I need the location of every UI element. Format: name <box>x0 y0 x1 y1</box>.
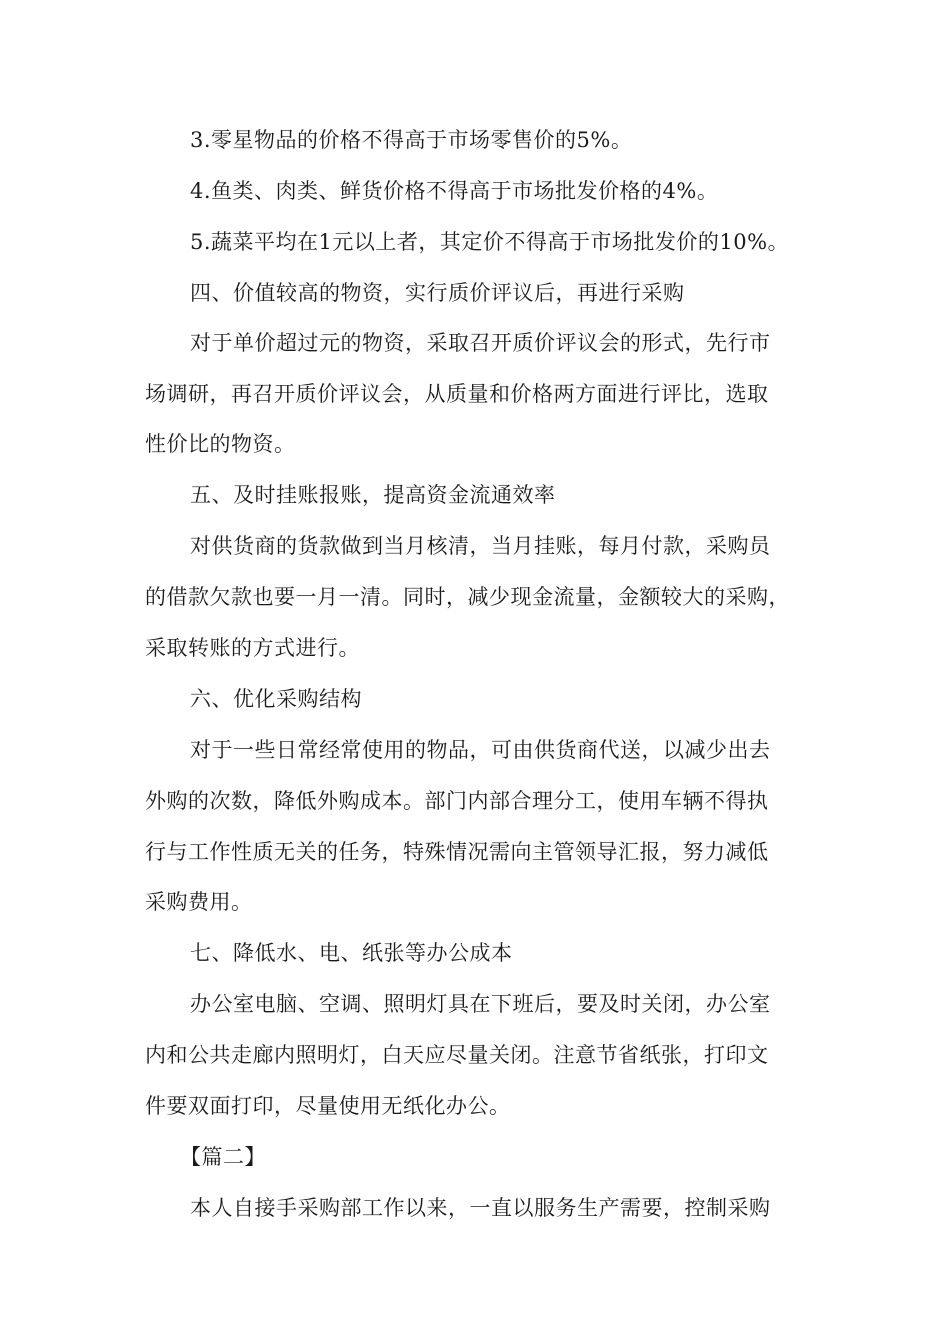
paragraph-line: 内和公共走廊内照明灯，白天应尽量关闭。注意节省纸张，打印文 <box>145 1043 769 1067</box>
part-heading: 【篇二】 <box>180 1145 266 1169</box>
paragraph-line: 对于单价超过元的物资，采取召开质价评议会的形式，先行市 <box>190 331 771 355</box>
paragraph-line: 外购的次数，降低外购成本。部门内部合理分工，使用车辆不得执 <box>145 789 769 813</box>
paragraph-line: 的借款欠款也要一月一清。同时，减少现金流量，金额较大的采购， <box>145 585 790 609</box>
paragraph-line: 性价比的物资。 <box>145 432 296 456</box>
paragraph-line: 件要双面打印，尽量使用无纸化办公。 <box>145 1094 511 1118</box>
paragraph-line: 采取转账的方式进行。 <box>145 636 360 660</box>
list-item-3: 3.零星物品的价格不得高于市场零售价的5%。 <box>190 128 633 152</box>
paragraph-line: 行与工作性质无关的任务，特殊情况需向主管领导汇报，努力减低 <box>145 840 769 864</box>
list-item-5: 5.蔬菜平均在1元以上者，其定价不得高于市场批发价的10%。 <box>190 230 790 254</box>
section-heading-6: 六、优化采购结构 <box>190 687 362 711</box>
paragraph-line: 对于一些日常经常使用的物品，可由供货商代送，以减少出去 <box>190 738 771 762</box>
section-heading-4: 四、价值较高的物资，实行质价评议后，再进行采购 <box>190 281 685 305</box>
section-heading-5: 五、及时挂账报账，提高资金流通效率 <box>190 483 556 507</box>
section-heading-7: 七、降低水、电、纸张等办公成本 <box>190 941 513 965</box>
paragraph-line: 采购费用。 <box>145 890 253 914</box>
list-item-4: 4.鱼类、肉类、鲜货价格不得高于市场批发价格的4%。 <box>190 179 719 203</box>
paragraph-line: 场调研，再召开质价评议会，从质量和价格两方面进行评比，选取 <box>145 382 769 406</box>
paragraph-line: 对供货商的货款做到当月核清，当月挂账，每月付款，采购员 <box>190 534 771 558</box>
paragraph-line: 办公室电脑、空调、照明灯具在下班后，要及时关闭，办公室 <box>190 992 771 1016</box>
paragraph-line: 本人自接手采购部工作以来，一直以服务生产需要，控制采购 <box>190 1196 771 1220</box>
